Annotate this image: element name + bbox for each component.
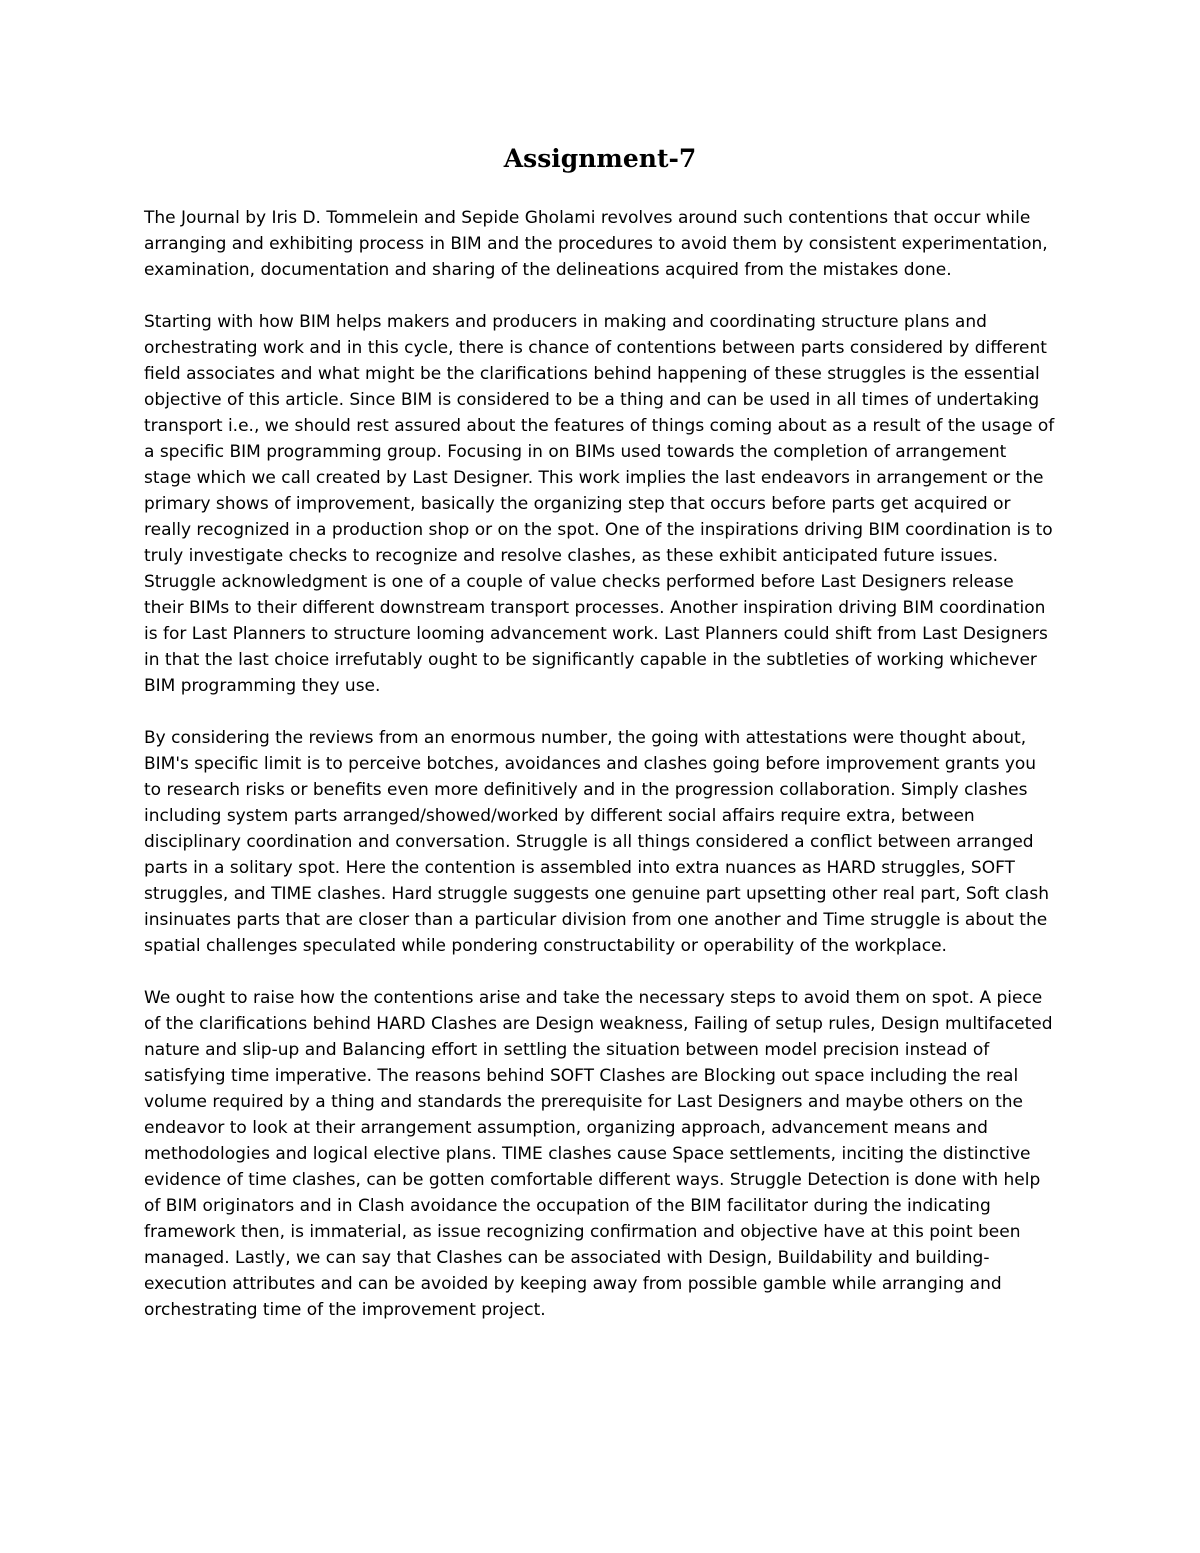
paragraph-1: The Journal by Iris D. Tommelein and Sepide Gholami revolves around such contentions that occur while arranging and exhibiting process in BIM and the procedures to avoid them by consistent experimentation, examination, documentation and sharing of the delineations acquired from the mistakes done.	[144, 208, 1048, 280]
paragraph-2: Starting with how BIM helps makers and producers in making and coordinating structure plans and orchestrating work and in this cycle, there is chance of contentions between parts considered by different field associates and what might be the clarifications behind happening of these struggles is the essential objective of this article. Since BIM is considered to be a thing and can be used in all times of undertaking transport i.e., we should rest assured about the features of things coming about as a result of the usage of a specific BIM programming group. Focusing in on BIMs used towards the completion of arrangement stage which we call created by Last Designer. This work implies the last endeavors in arrangement or the primary shows of improvement, basically the organizing step that occurs before parts get acquired or really recognized in a production shop or on the spot. One of the inspirations driving BIM coordination is to truly investigate checks to recognize and resolve clashes, as these exhibit anticipated future issues. Struggle acknowledgment is one of a couple of value checks performed before Last Designers release their BIMs to their different downstream transport processes. Another inspiration driving BIM coordination is for Last Planners to structure looming advancement work. Last Planners could shift from Last Designers in that the last choice irrefutably ought to be significantly capable in the subtleties of working whichever BIM programming they use.	[144, 312, 1055, 696]
paragraph-4: We ought to raise how the contentions arise and take the necessary steps to avoid them on spot. A piece of the clarifications behind HARD Clashes are Design weakness, Failing of setup rules, Design multifaceted nature and slip-up and Balancing effort in settling the situation between model precision instead of satisfying time imperative. The reasons behind SOFT Clashes are Blocking out space including the real volume required by a thing and standards the prerequisite for Last Designers and maybe others on the endeavor to look at their arrangement assumption, organizing approach, advancement means and methodologies and logical elective plans. TIME clashes cause Space settlements, inciting the distinctive evidence of time clashes, can be gotten comfortable different ways. Struggle Detection is done with help of BIM originators and in Clash avoidance the occupation of the BIM facilitator during the indicating framework then, is immaterial, as issue recognizing confirmation and objective have at this point been managed. Lastly, we can say that Clashes can be associated with Design, Buildability and building-execution attributes and can be avoided by keeping away from possible gamble while arranging and orchestrating time of the improvement project.	[144, 988, 1053, 1320]
document-title: Assignment-7	[503, 144, 697, 173]
paragraph-3: By considering the reviews from an enormous number, the going with attestations were thought about, BIM's specific limit is to perceive botches, avoidances and clashes going before improvement grants you to research risks or benefits even more definitively and in the progression collaboration. Simply clashes including system parts arranged/showed/worked by different social affairs require extra, between disciplinary coordination and conversation. Struggle is all things considered a conflict between arranged parts in a solitary spot. Here the contention is assembled into extra nuances as HARD struggles, SOFT struggles, and TIME clashes. Hard struggle suggests one genuine part upsetting other real part, Soft clash insinuates parts that are closer than a particular division from one another and Time struggle is about the spatial challenges speculated while pondering constructability or operability of the workplace.	[144, 728, 1049, 956]
document-body	[144, 205, 1056, 1349]
